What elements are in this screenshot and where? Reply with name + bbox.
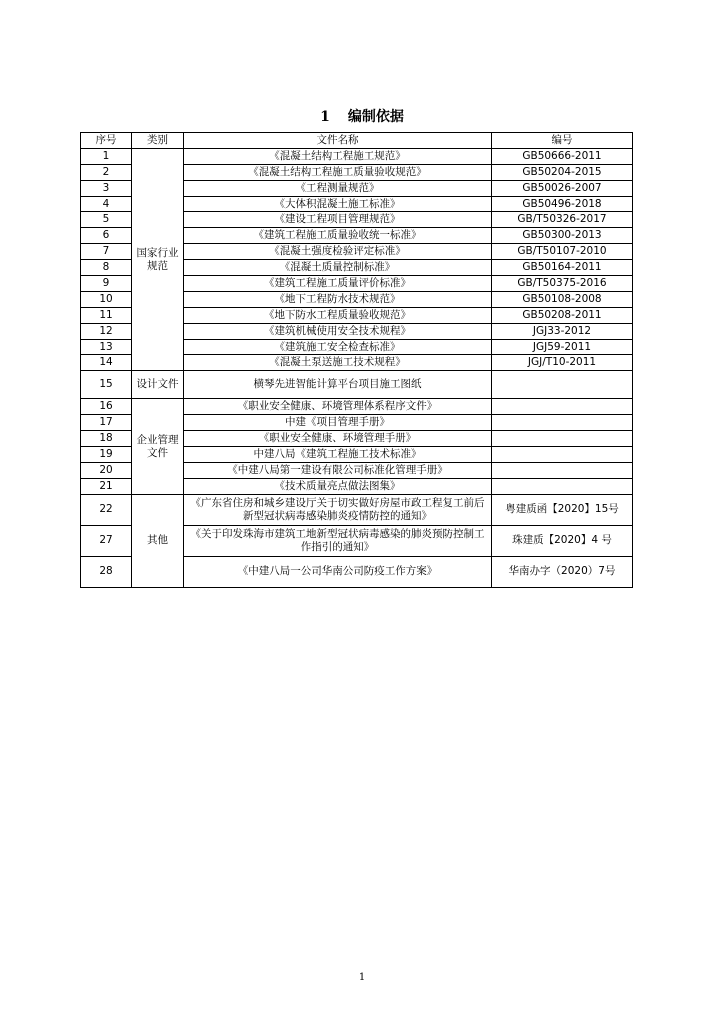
document-code: [492, 371, 633, 399]
document-name: 《工程测量规范》: [184, 180, 492, 196]
header-no: 序号: [81, 133, 132, 149]
document-name: 《建筑工程施工质量验收统一标准》: [184, 228, 492, 244]
document-code: JGJ33-2012: [492, 323, 633, 339]
row-number: 14: [81, 355, 132, 371]
category-cell: 国家行业规范: [132, 148, 184, 370]
document-code: GB50666-2011: [492, 148, 633, 164]
row-number: 28: [81, 556, 132, 587]
document-code: [492, 462, 633, 478]
document-name: 《中建八局一公司华南公司防疫工作方案》: [184, 556, 492, 587]
document-name: 《混凝土结构工程施工质量验收规范》: [184, 164, 492, 180]
document-name: 中建《项目管理手册》: [184, 415, 492, 431]
document-name: 《混凝土强度检验评定标准》: [184, 244, 492, 260]
document-name: 《建设工程项目管理规范》: [184, 212, 492, 228]
table-header-row: [81, 133, 633, 149]
row-number: 15: [81, 371, 132, 399]
document-code: GB50026-2007: [492, 180, 633, 196]
row-number: 4: [81, 196, 132, 212]
document-name: 《混凝土结构工程施工规范》: [184, 148, 492, 164]
document-name: 《混凝土泵送施工技术规程》: [184, 355, 492, 371]
document-code: [492, 415, 633, 431]
document-name: 《混凝土质量控制标准》: [184, 260, 492, 276]
document-code: GB50300-2013: [492, 228, 633, 244]
row-number: 16: [81, 399, 132, 415]
document-code: 粤建质函【2020】15号: [492, 494, 633, 525]
row-number: 18: [81, 431, 132, 447]
section-title: 编制依据: [347, 109, 404, 125]
document-name: 《职业安全健康、环境管理体系程序文件》: [184, 399, 492, 415]
document-name: 《建筑工程施工质量评价标准》: [184, 276, 492, 292]
row-number: 5: [81, 212, 132, 228]
row-number: 11: [81, 307, 132, 323]
document-code: GB50108-2008: [492, 291, 633, 307]
row-number: 13: [81, 339, 132, 355]
row-number: 1: [81, 148, 132, 164]
document-code: 华南办字（2020）7号: [492, 556, 633, 587]
table-row: [81, 148, 633, 164]
row-number: 19: [81, 447, 132, 463]
document-code: [492, 431, 633, 447]
row-number: 8: [81, 260, 132, 276]
document-code: GB/T50326-2017: [492, 212, 633, 228]
document-code: JGJ/T10-2011: [492, 355, 633, 371]
document-name: 横琴先进智能计算平台项目施工图纸: [184, 371, 492, 399]
document-code: GB/T50375-2016: [492, 276, 633, 292]
document-name: 《地下工程防水技术规范》: [184, 291, 492, 307]
document-name: 《广东省住房和城乡建设厅关于切实做好房屋市政工程复工前后新型冠状病毒感染肺炎疫情防控的通知》: [184, 494, 492, 525]
document-name: 中建八局《建筑工程施工技术标准》: [184, 447, 492, 463]
header-category: 类别: [132, 133, 184, 149]
row-number: 7: [81, 244, 132, 260]
document-code: GB50164-2011: [492, 260, 633, 276]
header-code: 编号: [492, 133, 633, 149]
section-number: 1: [320, 109, 330, 125]
page-number: 1: [358, 972, 366, 983]
document-code: JGJ59-2011: [492, 339, 633, 355]
table-row: [81, 371, 633, 399]
row-number: 27: [81, 525, 132, 556]
row-number: 20: [81, 462, 132, 478]
section-heading: [0, 106, 724, 126]
document-name: 《建筑施工安全检查标准》: [184, 339, 492, 355]
row-number: 9: [81, 276, 132, 292]
document-name: 《大体积混凝土施工标准》: [184, 196, 492, 212]
document-code: GB50208-2011: [492, 307, 633, 323]
category-cell: 设计文件: [132, 371, 184, 399]
row-number: 6: [81, 228, 132, 244]
document-name: 《中建八局第一建设有限公司标准化管理手册》: [184, 462, 492, 478]
row-number: 22: [81, 494, 132, 525]
document-name: 《建筑机械使用安全技术规程》: [184, 323, 492, 339]
document-name: 《地下防水工程质量验收规范》: [184, 307, 492, 323]
document-code: GB50496-2018: [492, 196, 633, 212]
row-number: 12: [81, 323, 132, 339]
document-code: 珠建质【2020】4 号: [492, 525, 633, 556]
document-name: 《职业安全健康、环境管理手册》: [184, 431, 492, 447]
row-number: 10: [81, 291, 132, 307]
row-number: 3: [81, 180, 132, 196]
row-number: 2: [81, 164, 132, 180]
document-code: GB50204-2015: [492, 164, 633, 180]
document-name: 《关于印发珠海市建筑工地新型冠状病毒感染的肺炎预防控制工作指引的通知》: [184, 525, 492, 556]
document-code: [492, 399, 633, 415]
table-row: [81, 399, 633, 415]
row-number: 21: [81, 478, 132, 494]
document-code: [492, 447, 633, 463]
category-cell: 其他: [132, 494, 184, 587]
header-document-name: 文件名称: [184, 133, 492, 149]
document-name: 《技术质量亮点做法图集》: [184, 478, 492, 494]
document-code: GB/T50107-2010: [492, 244, 633, 260]
document-code: [492, 478, 633, 494]
category-cell: 企业管理文件: [132, 399, 184, 494]
basis-table: [80, 132, 633, 588]
row-number: 17: [81, 415, 132, 431]
table-row: [81, 494, 633, 525]
